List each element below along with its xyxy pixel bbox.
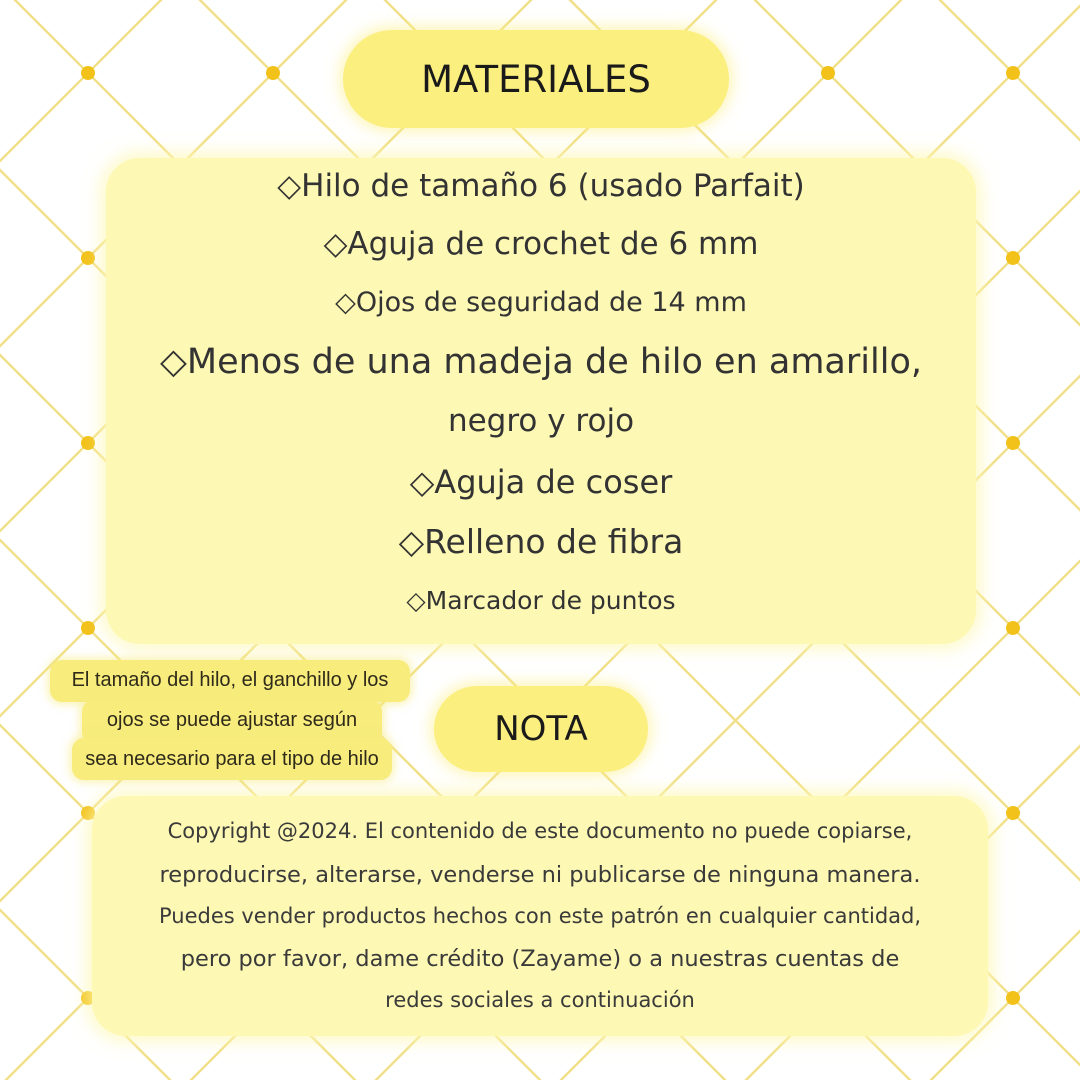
copyright-line: pero por favor, dame crédito (Zayame) o a nuestras cuentas de xyxy=(180,946,900,972)
lattice-dot xyxy=(1006,806,1020,820)
materials-item: ◇Aguja de crochet de 6 mm xyxy=(323,226,759,262)
copyright-line: redes sociales a continuación xyxy=(385,988,695,1012)
lattice-dot xyxy=(1006,436,1020,450)
lattice-dot xyxy=(1006,251,1020,265)
materials-item: ◇Menos de una madeja de hilo en amarillo, xyxy=(160,342,922,382)
materiales-title-text: MATERIALES xyxy=(421,57,651,101)
materials-item: ◇Marcador de puntos xyxy=(406,586,676,615)
note-line: sea necesario para el tipo de hilo xyxy=(85,748,379,770)
copyright-line: Puedes vender productos hechos con este patrón en cualquier cantidad, xyxy=(158,904,922,928)
materiales-title xyxy=(343,30,729,128)
lattice-dot xyxy=(81,436,95,450)
materials-item: ◇Aguja de coser xyxy=(409,463,673,501)
materials-item: ◇Hilo de tamaño 6 (usado Parfait) xyxy=(277,168,805,204)
lattice-dot xyxy=(266,66,280,80)
lattice-dot xyxy=(81,66,95,80)
nota-title-text: NOTA xyxy=(494,709,588,749)
materials-item: negro y rojo xyxy=(447,403,635,439)
lattice-dot xyxy=(81,251,95,265)
lattice-dot xyxy=(81,621,95,635)
note-line: ojos se puede ajustar según xyxy=(106,709,358,731)
lattice-dot xyxy=(1006,66,1020,80)
copyright-line: reproducirse, alterarse, venderse ni publicarse de ninguna manera. xyxy=(159,862,921,888)
materials-item: ◇Relleno de fibra xyxy=(398,522,684,561)
lattice-dot xyxy=(1006,621,1020,635)
nota-title xyxy=(434,686,648,772)
materials-item: ◇Ojos de seguridad de 14 mm xyxy=(335,287,747,318)
copyright-line: Copyright @2024. El contenido de este documento no puede copiarse, xyxy=(167,819,913,843)
note-line: El tamaño del hilo, el ganchillo y los xyxy=(71,669,389,691)
materials-list xyxy=(106,158,976,644)
lattice-dot xyxy=(821,66,835,80)
